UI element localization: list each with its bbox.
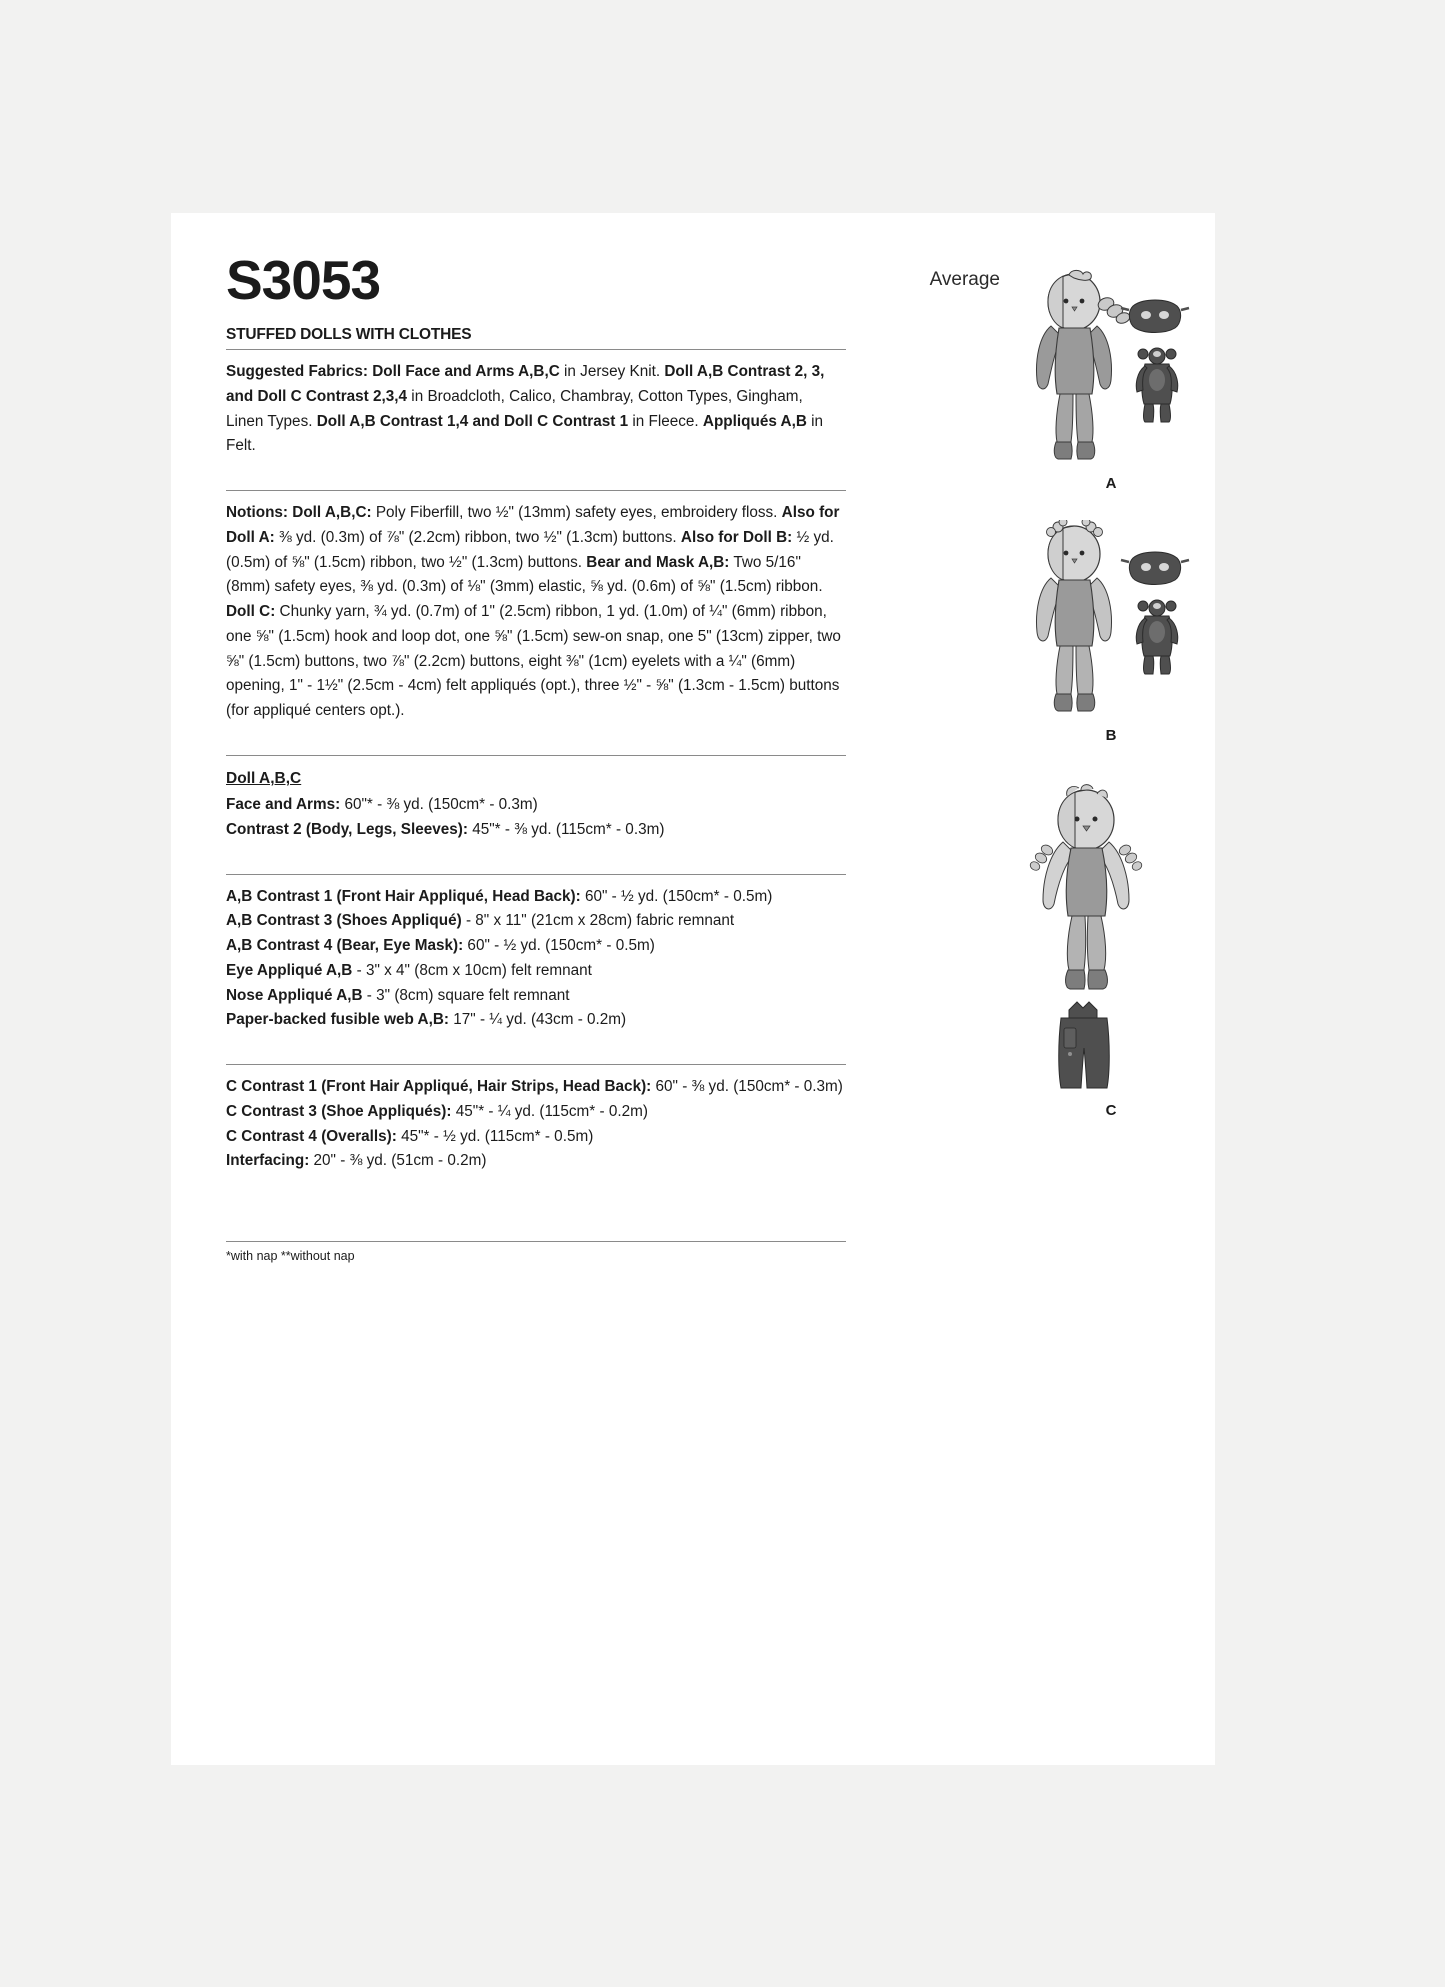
bear-illustration — [1136, 348, 1177, 422]
yardage-label: A,B Contrast 4 (Bear, Eye Mask): — [226, 937, 464, 955]
suggested-fabrics-paragraph: Suggested Fabrics: Doll Face and Arms A,B,C in Jersey Knit. Doll A,B Contrast 2, 3, and Doll C Contrast 2,3,4 in Broadcloth, Calico, Chambray, Cotton Types, Gingham, Linen Types. Doll A,B Contrast 1,4 and Doll C Contrast 1 in Fleece. Appliqués A,B in Felt. — [226, 363, 825, 455]
figure-label-a: A — [1105, 475, 1117, 492]
page-title: S3053 — [226, 249, 381, 311]
yardage-line — [226, 1100, 844, 1125]
yardage-value: 60" - ½ yd. (150cm* - 0.5m) — [463, 937, 655, 955]
yardage-value: 60" - ½ yd. (150cm* - 0.5m) — [580, 887, 773, 905]
yardage-line — [226, 818, 844, 843]
yardage-value: 20" - ⅜ yd. (51cm - 0.2m) — [309, 1152, 487, 1170]
yardage-line — [226, 1149, 844, 1174]
yardage-line — [226, 959, 844, 984]
yardage-line — [226, 885, 844, 910]
figure-a — [1011, 268, 1211, 492]
yardage-line — [226, 984, 844, 1009]
figure-b — [1011, 520, 1211, 744]
doll-illustration-a — [1011, 268, 1201, 473]
bear-illustration — [1136, 600, 1177, 674]
illustration-column — [1011, 268, 1211, 1125]
yardage-value: 45"* - ¼ yd. (115cm* - 0.2m) — [451, 1102, 648, 1120]
divider — [226, 349, 846, 350]
divider — [226, 1241, 846, 1242]
yardage-value: 45"* - ½ yd. (115cm* - 0.5m) — [396, 1127, 594, 1145]
yardage-value: - 3" (8cm) square felt remnant — [362, 986, 570, 1004]
yardage-value: 60" - ⅜ yd. (150cm* - 0.3m) — [651, 1078, 843, 1096]
yardage-value: - 8" x 11" (21cm x 28cm) fabric remnant — [461, 912, 735, 930]
overalls-illustration — [1059, 1002, 1110, 1088]
figure-label-b: B — [1105, 727, 1117, 744]
yardage-value: 45"* - ⅜ yd. (115cm* - 0.3m) — [467, 820, 665, 838]
yardage-label: Paper-backed fusible web A,B: — [226, 1011, 449, 1029]
pattern-envelope-back — [171, 213, 1215, 1765]
section-heading: Doll A,B,C — [226, 769, 302, 787]
figure-label-c: C — [1105, 1102, 1117, 1119]
yardage-label: A,B Contrast 3 (Shoes Appliqué) — [226, 912, 462, 930]
doll-illustration-c — [1011, 780, 1201, 1100]
yardage-label: Eye Appliqué A,B — [226, 961, 353, 979]
divider — [226, 490, 846, 491]
yardage-value: - 3" x 4" (8cm x 10cm) felt remnant — [352, 961, 592, 979]
doll-illustration-b — [1011, 520, 1201, 725]
yardage-label: C Contrast 1 (Front Hair Appliqué, Hair Strips, Head Back): — [226, 1078, 652, 1096]
yardage-line — [226, 1008, 844, 1033]
yardage-line — [226, 934, 844, 959]
notions-paragraph: Notions: Doll A,B,C: Poly Fiberfill, two ½" (13mm) safety eyes, embroidery floss. Also for Doll A: ⅜ yd. (0.3m) of ⅞" (2.2cm) ribbon, two ½" (1.3cm) buttons. Also for Doll B: ½ yd. (0.5m) of ⅝" (1.5cm) ribbon, two ½" (1.3cm) buttons. Bear and Mask A,B: Two 5/16" (8mm) safety eyes, ⅜ yd. (0.3m) of ⅛" (3mm) elastic, ⅝ yd. (0.6m) of ⅝" (1.5cm) ribbon. Doll C: Chunky yarn, ¾ yd. (0.7m) of 1" (2.5cm) ribbon, 1 yd. (1.0m) of ¼" (6mm) ribbon, one ⅝" (1.5cm) hook and loop dot, one ⅝" (1.5cm) sew-on snap, one 5" (13cm) zipper, two ⅝" (1.5cm) buttons, two ⅞" (2.2cm) buttons, eight ⅜" (1cm) eyelets with a ¼" (6mm) opening, 1" - 1½" (2.5cm - 4cm) felt appliqués (opt.), three ½" - ⅝" (1.3cm - 1.5cm) buttons (for appliqué centers opt.). — [226, 504, 841, 720]
yardage-label: C Contrast 3 (Shoe Appliqués): — [226, 1102, 452, 1120]
nap-footnote: *with nap **without nap — [226, 1249, 355, 1264]
eye-mask-illustration — [1121, 300, 1189, 333]
yardage-value: 17" - ¼ yd. (43cm - 0.2m) — [449, 1011, 627, 1029]
eye-mask-illustration — [1121, 552, 1189, 585]
section-c-contrasts — [226, 1075, 844, 1174]
figure-c — [1011, 780, 1211, 1119]
yardage-line — [226, 793, 844, 818]
yardage-line — [226, 1125, 844, 1150]
yardage-label: A,B Contrast 1 (Front Hair Appliqué, Head Back): — [226, 887, 581, 905]
yardage-label: Face and Arms: — [226, 796, 341, 814]
yardage-label: Interfacing: — [226, 1152, 310, 1170]
yardage-label: Contrast 2 (Body, Legs, Sleeves): — [226, 820, 468, 838]
section-doll-abc — [226, 766, 844, 843]
yardage-line — [226, 1075, 844, 1100]
pattern-description-title: STUFFED DOLLS WITH CLOTHES — [226, 326, 472, 343]
yardage-label: C Contrast 4 (Overalls): — [226, 1127, 397, 1145]
yardage-label: Nose Appliqué A,B — [226, 986, 363, 1004]
yardage-line — [226, 909, 844, 934]
section-ab-contrasts — [226, 885, 844, 1034]
yardage-value: 60"* - ⅜ yd. (150cm* - 0.3m) — [340, 796, 538, 814]
difficulty-label: Average — [929, 269, 1000, 290]
